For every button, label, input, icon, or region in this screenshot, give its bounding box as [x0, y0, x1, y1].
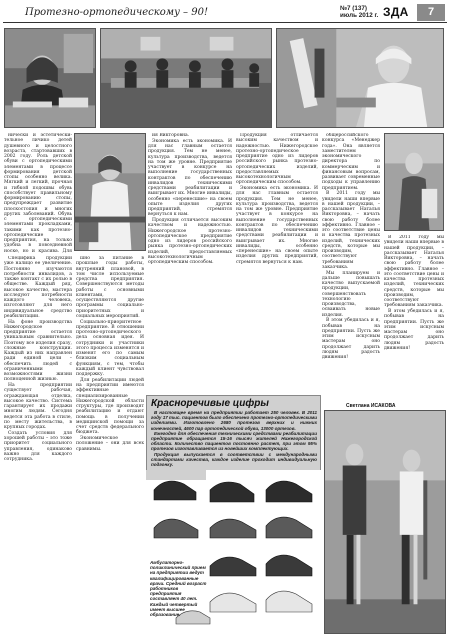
issue-info [340, 5, 378, 19]
facts-box-lower-text: Амбулаторно-поликлинический прием на предприятии ведут квалифицированные врачи. Средний возраст работников предприятия составляет 40 лет. Каждый четвертый имеет высшее образование. [150, 560, 207, 618]
text-column-2 [76, 256, 144, 632]
text-column-3b [236, 133, 318, 391]
paragraph: На предприятии существует рабочая, ограждающая отделка, высокое качество. Система гарантирует их продажи многим людям. Сегодня ведется эта работа в стиле, по месту жительства, в крупных городах. [4, 383, 72, 430]
paragraph: На фоне производства Нижегородское предприятие остается уникальным сравнительно. Поэтому все изделия сразу, сложные конструкции. Каждый из них направлен ради единой цели – обеспечить людей с ограниченными возможностями жизни полноценной жизнью. [4, 319, 72, 383]
photo-prosthesis-detail [384, 133, 444, 231]
paragraph: Продукция отличается высоким качеством и надежностью. Нижегородское протезно-ортопедическое предприятие одно из лидеров российского рынка протезно-ортопедических изделий, предоставляемых высокотехнологичным ортопедическим способом. [236, 133, 318, 186]
photo-woman-at-desk [4, 28, 96, 128]
text-column-1-bottom [4, 256, 72, 632]
paragraph: шно за питание в прошлые годы работы, внутренний плановой, в том числе используемые средства предприятия. Совершенствуются методы работы с основными клиентами, осуществляются другие программы социально-приоритетных и социальных мероприятий. [76, 256, 144, 319]
photo-craftsman-with-prosthesis [276, 28, 444, 128]
paragraph: Для реабилитации людей на предприятии имеются эффективные специализированные Нижегородской области структуры, где производят реабилитацию и отдают помощь в получении медицинской помощи за счет средств федерального бюджета. [76, 377, 144, 436]
paragraph: Ежегодно для обеспечения техническими средствами реабилитации предприятие обращается 15-16 тысяч жителей Нижегородской области. Количество пациентов постоянно растет, при этом 95% протезов изготавливается из новейших комплектующих. [151, 430, 317, 452]
paragraph: Социально-приоритетное предприятие. В отношении протезно-ортопедического дела основная идея. И сотрудники и участники этого процесса изменятся и изменят его по самым близким социальным функциям, с тем, чтобы каждый клиент чувствовал поддержку. [76, 319, 144, 377]
newspaper-logo: ЗДА [383, 5, 409, 19]
paragraph: Продукция выпускается в соответствии с международными стандартами качества, каждое изделие проходит индивидуальную подгонку. [151, 451, 317, 468]
paragraph: Продукция отличается высоким качеством и надежностью. Нижегородское протезно-ортопедическое предприятие одно из лидеров российского рынка протезно-ортопедических изделий, предоставляемых высокотехнологичным ортопедическим способом. [148, 218, 232, 265]
page-section-title: Протезно-ортопедическому – 90! [25, 7, 208, 18]
paragraph: общероссийского конкурса «Менеджер года». Она является заместителем экономического директора по коммерческим и финансовым вопросам, развивает современные подходы к управлению предприятием. [322, 133, 380, 191]
paragraph: Мы планируем и дальше повышать качество выпускаемой продукции, совершенствовать технологию производства, осваивать новые изделия. [322, 270, 380, 318]
paragraph: В этом убедилась и я, побывав на предприятии. Пусть же этим искусным мастерам оно продолжает дарить людям радость движения! [384, 309, 444, 351]
article-author: Светлана ИСАКОВА [346, 403, 396, 409]
text-column-4 [322, 133, 380, 398]
paragraph: В этом убедилась и я, побывав на предприятии. Пусть же этим искусным мастерам оно продолжает дарить людям радость движения! [322, 318, 380, 360]
paragraph: В 2011 году мы увидели наши впервые в нашей продукции, – рассказывает Наталья Викторовна, – начать свою работу более эффективно. Главное – это соответствие цены и качества протезных изделий, технических средств, которые мы производим, соответствуют требованиям заказчика. [384, 235, 444, 309]
issue-date: июль 2012 г. [340, 12, 379, 19]
paragraph: Создать условия для хорошей работы – это тоже приоритет социального управления, одинаково важно для каждого сотрудника. [4, 430, 72, 462]
photo-woman-in-workshop [74, 133, 146, 251]
paragraph: В настоящее время на предприятии работает 250 человек. В 2011 году 17 тыс. пациентов было обеспечено протезно-ортопедическими изделиями. Изготовлено 2680 протезов верхних и нижних конечностей, 4600 пар ортопедической обуви, 13000 ортезов. [151, 410, 317, 431]
text-column-4b [384, 235, 444, 398]
paragraph: Экономическое положение – они для всех сравнимы. [76, 436, 144, 452]
text-column-1-top [4, 133, 72, 253]
photo-men-with-prosthetic-legs [324, 410, 446, 634]
paragraph: Экономика есть экономика. И для нас главным остается продукция. Тем не менее, культура производства, ведется на том же уровне. Предприятие участвует в конкурсе на выполнение государственных контрактов по обеспечению инвалидов техническими средствами реабилитации и выигрывает их. Многие инвалиды, особенно «перенесшие» на своем опыте изделия других предприятий, стремятся вернуться к нам. [236, 186, 318, 265]
paragraph: Экономика есть экономика. И для нас главным остается продукция. Тем не менее, культура производства, ведется на том же уровне. Предприятие участвует в конкурсе на выполнение государственных контрактов по обеспечению инвалидов техническими средствами реабилитации и выигрывает их. Многие инвалиды, особенно «перенесшие» на своем опыте изделия других предприятий, стремятся вернуться к нам. [148, 138, 232, 218]
paragraph: В 2011 году мы увидели наши впервые в нашей продукции, – рассказывает Наталья Викторовна, – начать свою работу более эффективно. Главное – это соответствие цены и качества протезных изделий, технических средств, которые мы производим, соответствуют требованиям заказчика. [322, 191, 380, 270]
facts-box-text [151, 410, 317, 467]
paragraph: Специфика продукции уже налицо ее увеличение. Постоянно изучаются потребности инвалидов, а также контакт с их ролью в обществе. Каждый ряд, высокое качество, мастера исследуют потребности каждого человека, изготовляют для него индивидуальное средство реабилитации. [4, 256, 72, 319]
page-header [3, 3, 447, 23]
text-column-3 [148, 133, 232, 391]
header-rule [3, 22, 447, 23]
page-number: 7 [417, 4, 445, 21]
paragraph: ия Викторовна. [152, 133, 190, 138]
paragraph: нически и эстетически-тельное личико детей душевного и целостного возраста, стартовавших в 2002 году. Роль детской обуви с ортопедическими элементами в процессе формирования детской стопы особенно велика. Мягкий и легкий, прочная и гибкой подошвы обувь способствует правильному формированию стопы, предупреждает развитие плоскостопия и многих других заболеваний. Обувь с ортопедическими элементами прокладками, такими как протезно-ортопедические предприятия, на только удобна в повседневной носке, но и красива. Для [4, 133, 72, 253]
facts-box-title: Красноречивые цифры [151, 398, 269, 409]
issue-number: №7 (137) [340, 5, 367, 12]
photo-workshop [100, 28, 272, 128]
